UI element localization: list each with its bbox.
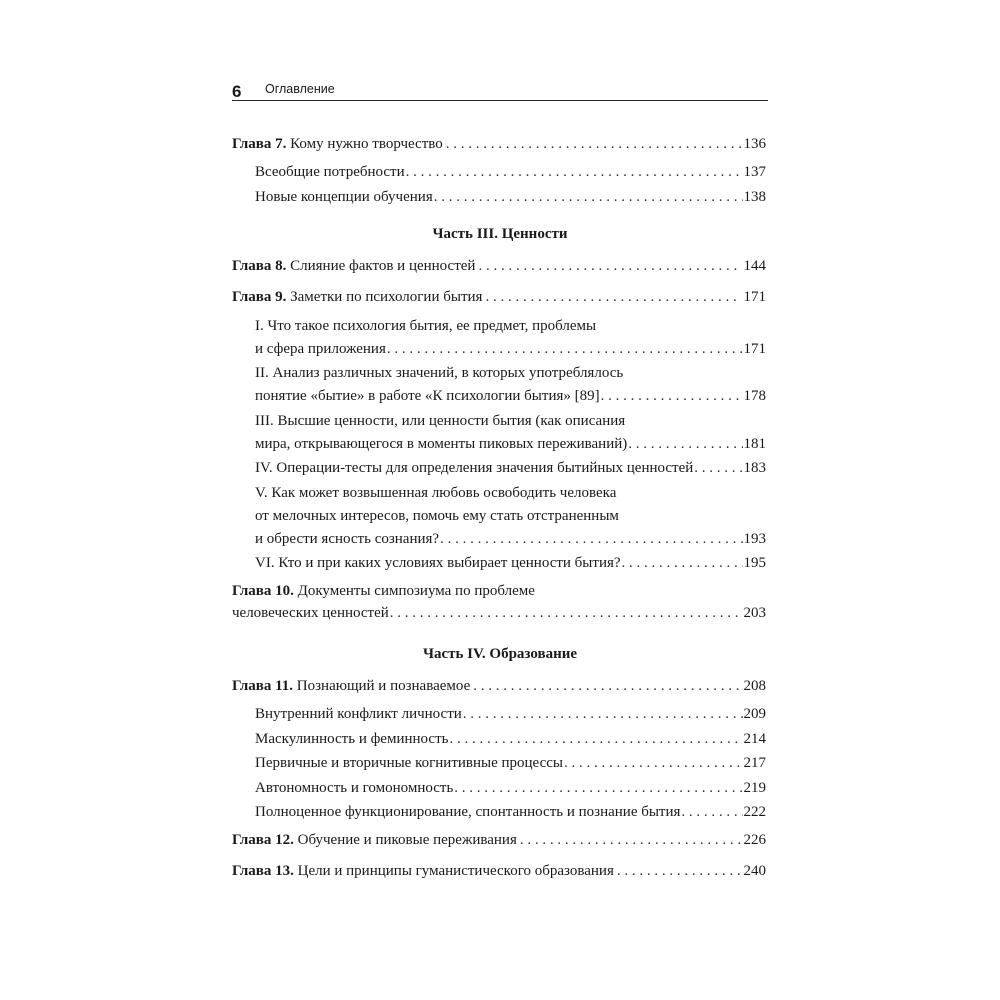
toc-entry-section — [255, 163, 766, 181]
chapter-label: Глава 7. — [232, 136, 287, 152]
section-title: Всеобщие потребности — [255, 164, 405, 180]
section-title: Автономность и гомономность — [255, 780, 454, 796]
leader-dots — [694, 459, 742, 477]
leader-dots — [473, 677, 740, 695]
page-ref: 144 — [743, 258, 766, 274]
leader-dots — [478, 257, 740, 275]
section-title-line: от мелочных интересов, помочь ему стать отстраненным — [255, 508, 619, 524]
page-ref: 138 — [743, 189, 766, 205]
section-title-line: I. Что такое психология бытия, ее предмет, проблемы — [255, 318, 597, 334]
section-title-line: V. Как может возвышенная любовь освободить человека — [255, 485, 617, 501]
leader-dots — [564, 754, 743, 772]
toc-entry-chapter-7 — [232, 135, 766, 153]
page-ref: 193 — [743, 531, 766, 547]
leader-dots — [454, 779, 742, 797]
toc-entry-chapter-13 — [232, 862, 766, 880]
chapter-title: Цели и принципы гуманистического образования — [297, 863, 614, 879]
toc-entry-section — [255, 188, 766, 206]
section-title: IV. Операции-тесты для определения значения бытийных ценностей — [255, 460, 694, 476]
leader-dots — [601, 387, 743, 405]
toc-entry-chapter-8 — [232, 257, 766, 275]
section-title: мира, открывающегося в моменты пиковых переживаний) — [255, 436, 628, 452]
leader-dots — [485, 288, 740, 306]
page-ref: 183 — [743, 460, 766, 476]
chapter-label: Глава 12. — [232, 832, 294, 848]
chapter-label: Глава 8. — [232, 258, 287, 274]
page-ref: 137 — [743, 164, 766, 180]
leader-dots — [434, 188, 743, 206]
section-title: Полноценное функционирование, спонтанность и познание бытия — [255, 804, 681, 820]
page-number: 6 — [232, 82, 242, 101]
toc-entry-section — [255, 340, 766, 358]
page-ref: 217 — [743, 755, 766, 771]
leader-dots — [628, 435, 742, 453]
page-ref: 222 — [743, 804, 766, 820]
toc-entry-section — [255, 730, 766, 748]
chapter-title: Кому нужно творчество — [290, 136, 443, 152]
page-ref: 195 — [743, 555, 766, 571]
toc-entry-chapter-9 — [232, 288, 766, 306]
leader-dots — [390, 604, 743, 622]
section-title: и обрести ясность сознания? — [255, 531, 440, 547]
toc-entry-section — [255, 803, 766, 821]
toc-entry-section — [255, 705, 766, 723]
page-ref: 208 — [743, 678, 766, 694]
page-ref: 214 — [743, 731, 766, 747]
part-heading-3: Часть III. Ценности — [432, 226, 568, 242]
leader-dots — [440, 530, 742, 548]
section-title: Первичные и вторичные когнитивные процессы — [255, 755, 563, 771]
chapter-label: Глава 10. — [232, 583, 294, 599]
section-title: VI. Кто и при каких условиях выбирает ценности бытия? — [255, 555, 621, 571]
chapter-title: Заметки по психологии бытия — [290, 289, 483, 305]
toc-entry-section — [255, 754, 766, 772]
leader-dots — [406, 163, 743, 181]
page-ref: 181 — [743, 436, 766, 452]
chapter-title: Документы симпозиума по проблеме — [297, 583, 535, 599]
toc-entry-section — [255, 554, 766, 572]
chapter-title: Слияние фактов и ценностей — [290, 258, 476, 274]
leader-dots — [622, 554, 743, 572]
part-heading-4: Часть IV. Образование — [422, 646, 578, 662]
toc-entry-section — [255, 779, 766, 797]
section-title: Маскулинность и феминность — [255, 731, 449, 747]
leader-dots — [449, 730, 742, 748]
page-ref: 209 — [743, 706, 766, 722]
leader-dots — [520, 831, 741, 849]
running-title: Оглавление — [265, 82, 335, 96]
page-ref: 240 — [743, 863, 766, 879]
chapter-label: Глава 13. — [232, 863, 294, 879]
toc-entry-section — [255, 530, 766, 548]
chapter-title: человеческих ценностей — [232, 605, 389, 621]
toc-entry-section — [255, 387, 766, 405]
toc-entry-chapter-10 — [232, 604, 766, 622]
page-ref: 219 — [743, 780, 766, 796]
running-header — [232, 80, 768, 101]
section-title: Новые концепции обучения — [255, 189, 433, 205]
toc-entry-section — [255, 459, 766, 477]
page-ref: 136 — [743, 136, 766, 152]
leader-dots — [387, 340, 743, 358]
page-ref: 178 — [743, 388, 766, 404]
chapter-title: Обучение и пиковые переживания — [297, 832, 517, 848]
section-title-line: II. Анализ различных значений, в которых употреблялось — [255, 365, 624, 381]
page-ref: 171 — [743, 289, 766, 305]
leader-dots — [463, 705, 743, 723]
chapter-label: Глава 9. — [232, 289, 287, 305]
section-title: понятие «бытие» в работе «К психологии бытия» [89] — [255, 388, 600, 404]
chapter-label: Глава 11. — [232, 678, 294, 694]
leader-dots — [446, 135, 741, 153]
section-title: и сфера приложения — [255, 341, 386, 357]
chapter-title: Познающий и познаваемое — [296, 678, 471, 694]
toc-entry-chapter-10-line1 — [232, 582, 766, 600]
leader-dots — [617, 862, 741, 880]
toc-entry-section — [255, 435, 766, 453]
page-ref: 203 — [743, 605, 766, 621]
leader-dots — [681, 803, 742, 821]
page-ref: 226 — [743, 832, 766, 848]
section-title: Внутренний конфликт личности — [255, 706, 462, 722]
page-ref: 171 — [743, 341, 766, 357]
toc-entry-chapter-12 — [232, 831, 766, 849]
toc-entry-chapter-11 — [232, 677, 766, 695]
section-title-line: III. Высшие ценности, или ценности бытия (как описания — [255, 413, 626, 429]
